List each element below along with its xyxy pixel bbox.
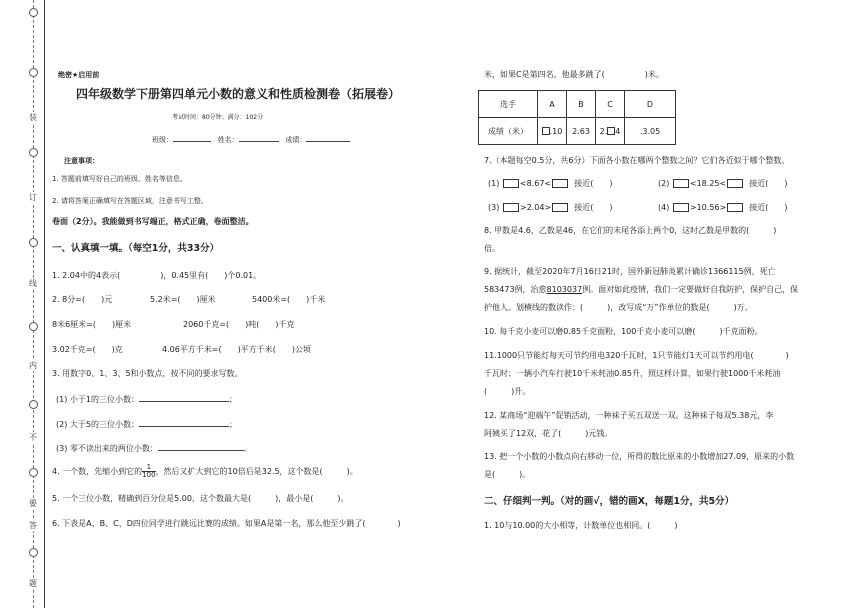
class-field[interactable] (173, 133, 211, 142)
question-3: 3. 用数字0、1、3、5和小数点，按不同的要求写数。 (52, 369, 243, 378)
question-8-cont: 倍。 (484, 244, 500, 253)
question-11-line2: 千瓦时；一辆小汽车行驶10千米耗油0.85升，照这样计算，如果行驶1000千米耗油 (484, 369, 781, 378)
table-header-cell: A (538, 91, 567, 118)
margin-circle (29, 468, 38, 477)
exam-info: 考试时间：80分钟；满分：102分 (172, 114, 264, 121)
table-row (479, 91, 676, 118)
q7-mid: <8.67< (519, 179, 552, 188)
notes-title: 注意事项： (64, 157, 99, 165)
blank-digit-box[interactable] (542, 127, 550, 135)
margin-circle (29, 8, 38, 17)
table-header-cell: B (567, 91, 596, 118)
answer-box[interactable] (727, 179, 743, 188)
question-6: 6. 下表是A、B、C、D四位同学进行跳远比赛的成绩。如果A是第一名，那么他至少跳了( ) (52, 519, 401, 528)
q4-post: ，然后又扩大到它的10倍后是32.5，这个数是( )。 (155, 467, 358, 476)
question-2c: 5400米=( )千米 (252, 295, 326, 304)
score-d: .3.05 (625, 118, 676, 145)
margin-label: 订 (29, 193, 37, 202)
margin-label: 题 (29, 579, 37, 588)
binding-margin (0, 0, 48, 608)
question-12-line2: 阿姨买了12双，花了( )元钱。 (484, 429, 613, 438)
question-8: 8. 甲数是4.6，乙数是46，在它们的末尾各添上两个0，这时乙数是甲数的( ) (484, 226, 777, 235)
q7-near: 接近( ) (749, 203, 788, 212)
table-row (479, 118, 676, 145)
q7-near: 接近( ) (574, 179, 613, 188)
table-header-cell: 选手 (479, 91, 538, 118)
q3-1-label: (1) 小于1的三位小数： (56, 395, 139, 404)
q7-item-2 (658, 179, 788, 189)
q9-pre: 583473例，治愈 (484, 285, 547, 294)
answer-line[interactable] (139, 418, 229, 427)
answer-box[interactable] (673, 203, 689, 212)
answer-line[interactable] (139, 393, 229, 402)
margin-circle (29, 322, 38, 331)
q4-pre: 4. 一个数，先缩小到它的 (52, 467, 143, 476)
question-2f: 3.02千克=( )克 (52, 345, 123, 354)
margin-circle (29, 238, 38, 247)
answer-box[interactable] (503, 179, 519, 188)
q7-item-1 (488, 179, 612, 189)
q3-2-label: (2) 大于5的三位小数： (56, 420, 139, 429)
margin-circle (29, 548, 38, 557)
q7-mid: <18.25< (689, 179, 727, 188)
score-c-post: 4 (615, 126, 621, 136)
margin-label: 答 (29, 521, 37, 530)
section1-title: 一、认真填一填。（每空1分，共33分） (52, 243, 220, 254)
margin-circle (29, 148, 38, 157)
answer-box[interactable] (552, 179, 568, 188)
fraction-numerator: 1 (142, 464, 155, 472)
question-4 (52, 463, 358, 481)
question-3-2: (2) 大于5的三位小数： ； (56, 420, 237, 429)
section2-title: 二、仔细判一判。（对的画√，错的画X，每题1分，共5分） (484, 496, 735, 507)
q7-label: (4) (658, 203, 670, 212)
q7-label: (3) (488, 203, 500, 212)
q7-label: (1) (488, 179, 500, 188)
question-13-line2: 是( )。 (484, 470, 531, 479)
exam-title: 四年级数学下册第四单元小数的意义和性质检测卷（拓展卷） (76, 87, 401, 101)
question-6-continued: 米，如果C是第四名，他最多跳了( )米。 (484, 70, 664, 79)
q7-item-4 (658, 203, 788, 213)
question-2e: 2060千克=( )吨( )千克 (183, 320, 295, 329)
score-c-pre: 2. (599, 126, 608, 136)
q7-mid: >10.56> (689, 203, 727, 212)
margin-label: 不 (29, 433, 37, 442)
score-field[interactable] (306, 133, 350, 142)
note-item: 1. 答题前填写好自己的班级、姓名等信息。 (52, 175, 187, 183)
question-11: 11.1000只节能灯每天可节约用电320千瓦时，1只节能灯1天可以节约用电( ) (484, 351, 789, 360)
margin-label: 要 (29, 499, 37, 508)
binding-line (33, 0, 34, 608)
answer-line[interactable] (158, 442, 244, 451)
table-header-cell: C (596, 91, 625, 118)
question-7: 7.（本题每空0.5分，共6分）下面各小数在哪两个整数之间？它们各近似于哪个整数。 (484, 156, 790, 165)
note-item: 2. 请将答案正确填写在答题区域，注意书写工整。 (52, 197, 208, 205)
q7-item-3 (488, 203, 612, 213)
q7-near: 接近( ) (574, 203, 613, 212)
answer-box[interactable] (727, 203, 743, 212)
question-3-1: (1) 小于1的三位小数： ； (56, 395, 237, 404)
margin-label: 内 (29, 361, 37, 370)
score-a (538, 118, 567, 145)
question-2a: 2. 8分=( )元 (52, 295, 113, 304)
q3-3-label: (3) 零不读出来的两位小数： (56, 444, 158, 453)
question-2b: 5.2米=( )厘米 (150, 295, 216, 304)
class-label: 班级： (152, 136, 173, 144)
judge-question-1: 1. 10与10.00的大小相等，计数单位也相同。( ) (484, 521, 678, 530)
question-2d: 8米6厘米=( )厘米 (52, 320, 132, 329)
question-10: 10. 每千克小麦可以磨0.85千克面粉，100千克小麦可以磨( )千克面粉。 (484, 327, 763, 336)
table-row-label: 成绩（米） (479, 118, 538, 145)
secret-label: 绝密★启用前 (58, 71, 100, 79)
jump-score-table (478, 90, 676, 145)
answer-box[interactable] (503, 203, 519, 212)
fraction (142, 464, 155, 479)
question-5: 5. 一个三位小数，精确到百分位是5.00，这个数最大是( )，最小是( )。 (52, 494, 349, 503)
question-9-line3: 护他人。划横线的数读作：( )，改写成“万”作单位的数是( )万。 (484, 303, 753, 312)
question-12: 12. 某商场“迎端午”促销活动，一种袜子买五双送一双。这种袜子每双5.38元，李 (484, 411, 774, 420)
score-c (596, 118, 625, 145)
score-label: 成绩： (285, 136, 307, 144)
margin-circle (29, 68, 38, 77)
question-2g: 4.06平方千米=( )平方千米( )公顷 (162, 345, 311, 354)
name-label: 姓名： (217, 136, 239, 144)
margin-circle (29, 400, 38, 409)
underlined-number: 8103037 (546, 285, 583, 294)
question-1: 1. 2.04中的4表示( )，0.45里有( )个0.01。 (52, 271, 262, 280)
question-13: 13. 把一个小数的小数点向右移动一位，所得的数比原来的小数增加27.09，原来的小数 (484, 452, 795, 461)
score-b: 2.63 (567, 118, 596, 145)
name-field[interactable] (239, 133, 279, 142)
question-11-line3: ( )升。 (484, 387, 531, 396)
q7-near: 接近( ) (749, 179, 788, 188)
margin-border (44, 0, 45, 608)
table-header-cell: D (625, 91, 676, 118)
margin-label: 装 (29, 113, 37, 122)
q7-label: (2) (658, 179, 670, 188)
q9-post: 例。面对如此疫情，我们一定要做好自我防护，保护自己，保 (582, 285, 799, 294)
answer-box[interactable] (552, 203, 568, 212)
score-a-value: .10 (549, 126, 563, 136)
neatness-note: 卷面（2分）。我能做到书写端正，格式正确，卷面整洁。 (52, 217, 254, 226)
student-info-row (152, 133, 350, 145)
answer-box[interactable] (673, 179, 689, 188)
question-9: 9. 据统计，截至2020年7月16日21时，国外新冠肺炎累计确诊1366115例，死亡 (484, 267, 776, 276)
margin-label: 线 (29, 279, 37, 288)
fraction-denominator: 100 (142, 471, 156, 479)
q7-mid: >2.04> (519, 203, 552, 212)
question-3-3: (3) 零不读出来的两位小数： 。 (56, 444, 252, 453)
question-9-line2 (484, 285, 798, 295)
